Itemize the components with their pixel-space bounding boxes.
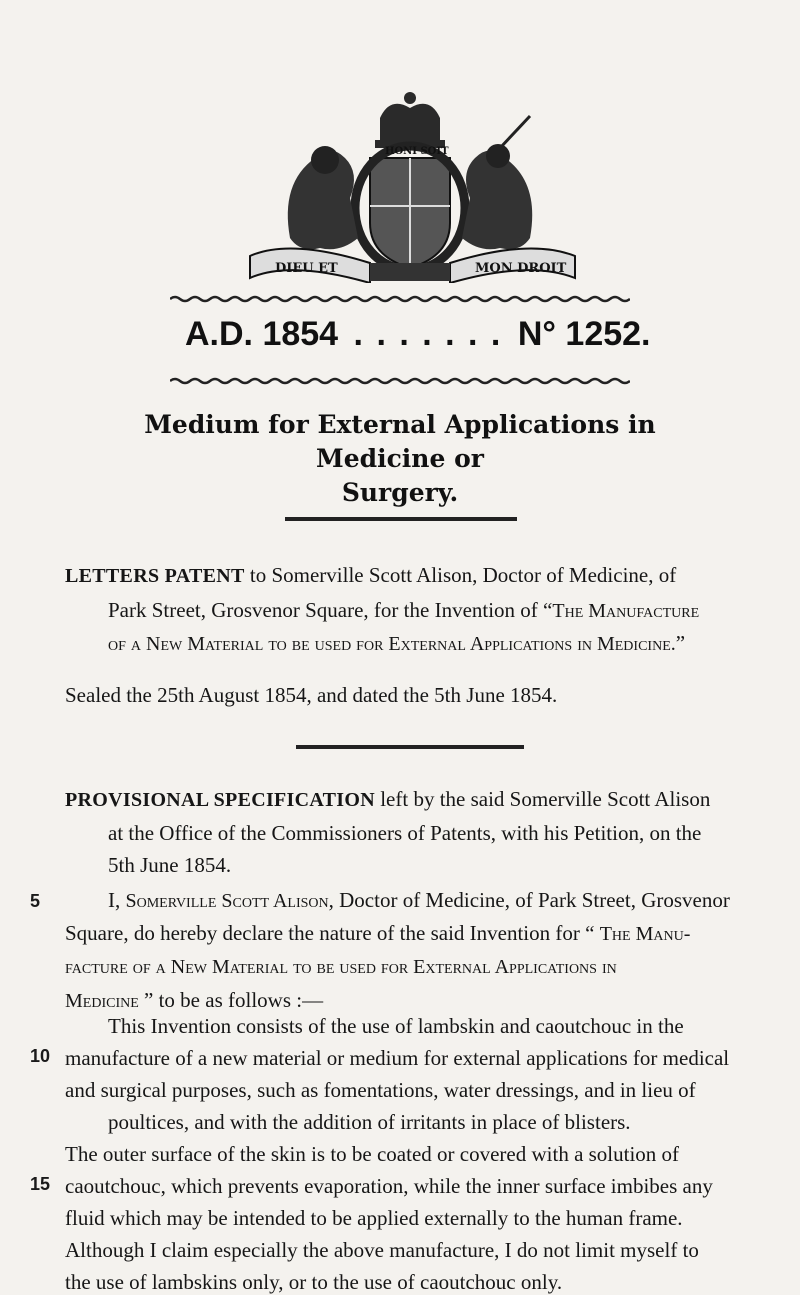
invention-title-sc: of a New Material to be used for External Applications in Medicine. [108,633,676,655]
body-line [108,888,730,913]
body-line: manufacture of a new material or medium for external applications for medical [65,1046,730,1070]
body-line [65,988,323,1013]
body-line [65,954,617,979]
body-line: This Invention consists of the use of lambskin and caoutchouc in the [108,1014,684,1038]
motto-right: MON DROIT [475,261,567,276]
provisional-text: left by the said Somerville Scott Alison [374,787,711,811]
line-number: 10 [30,1046,51,1066]
line-number: 15 [30,1174,51,1194]
letters-patent-line-3 [108,631,685,656]
document-title [90,408,710,510]
body-line: and surgical purposes, such as fomentations, water dressings, and in lieu of [65,1078,696,1102]
body-text: I, [108,888,126,912]
letters-patent-text: Park Street, Grosvenor Square, for the Invention of “ [108,598,553,622]
body-line [65,921,690,946]
invention-title-sc: The Manu- [599,923,691,945]
body-line: The outer surface of the skin is to be coated or covered with a solution of [65,1142,680,1166]
inventor-name-sc: Somerville Scott Alison [125,890,329,912]
title-line-2: Surgery. [341,478,459,507]
ad-year: A.D. 1854 [185,315,339,353]
divider-rule [285,517,517,521]
closing-quote: ” [675,631,686,655]
invention-title-sc: facture of a New Material to be used for External Applications in [65,956,617,978]
garter-text: HONI SOIT [385,146,449,157]
royal-arms-icon [230,88,590,283]
motto-left: DIEU ET [275,261,338,276]
patent-number: N° 1252. [517,315,651,353]
divider-rule [296,745,524,749]
body-line: Although I claim especially the above manufacture, I do not limit myself to [65,1238,699,1262]
body-text: , Doctor of Medicine, of Park Street, Grosvenor [328,888,730,912]
provisional-lead: PROVISIONAL SPECIFICATION [65,789,375,811]
letters-patent-text: to Somerville Scott Alison, Doctor of Medicine, of [244,563,677,587]
body-line-13: the use of lambskins only, or to the use of caoutchouc only. [65,1270,563,1294]
body-text: Square, do hereby declare the nature of the said Invention for “ [65,921,600,945]
letters-patent-line-2 [108,598,699,623]
letters-patent-lead: LETTERS PATENT [65,565,245,587]
body-line: poultices, and with the addition of irritants in place of blisters. [108,1110,631,1134]
body-line: fluid which may be intended to be applied externally to the human frame. [65,1206,683,1230]
provisional-line-3: 5th June 1854. [108,853,232,877]
patent-heading [185,315,651,354]
leader-dots: . . . . . . . [353,315,503,353]
title-line-1: Medium for External Applications in Medicine or [144,410,656,473]
sealed-line: Sealed the 25th August 1854, and dated the 5th June 1854. [65,683,558,707]
invention-title-sc: Medicine [65,990,139,1012]
line-number: 5 [30,891,41,911]
wavy-rule-bottom [170,377,630,385]
invention-title-sc: The Manufacture [552,600,700,622]
provisional-line-2: at the Office of the Commissioners of Patents, with his Petition, on the [108,821,702,845]
provisional-line-1 [65,787,710,812]
letters-patent-line-1 [65,563,676,588]
body-line: caoutchouc, which prevents evaporation, while the inner surface imbibes any [65,1174,713,1198]
body-text: ” to be as follows :— [138,988,324,1012]
wavy-rule-top [170,295,630,303]
